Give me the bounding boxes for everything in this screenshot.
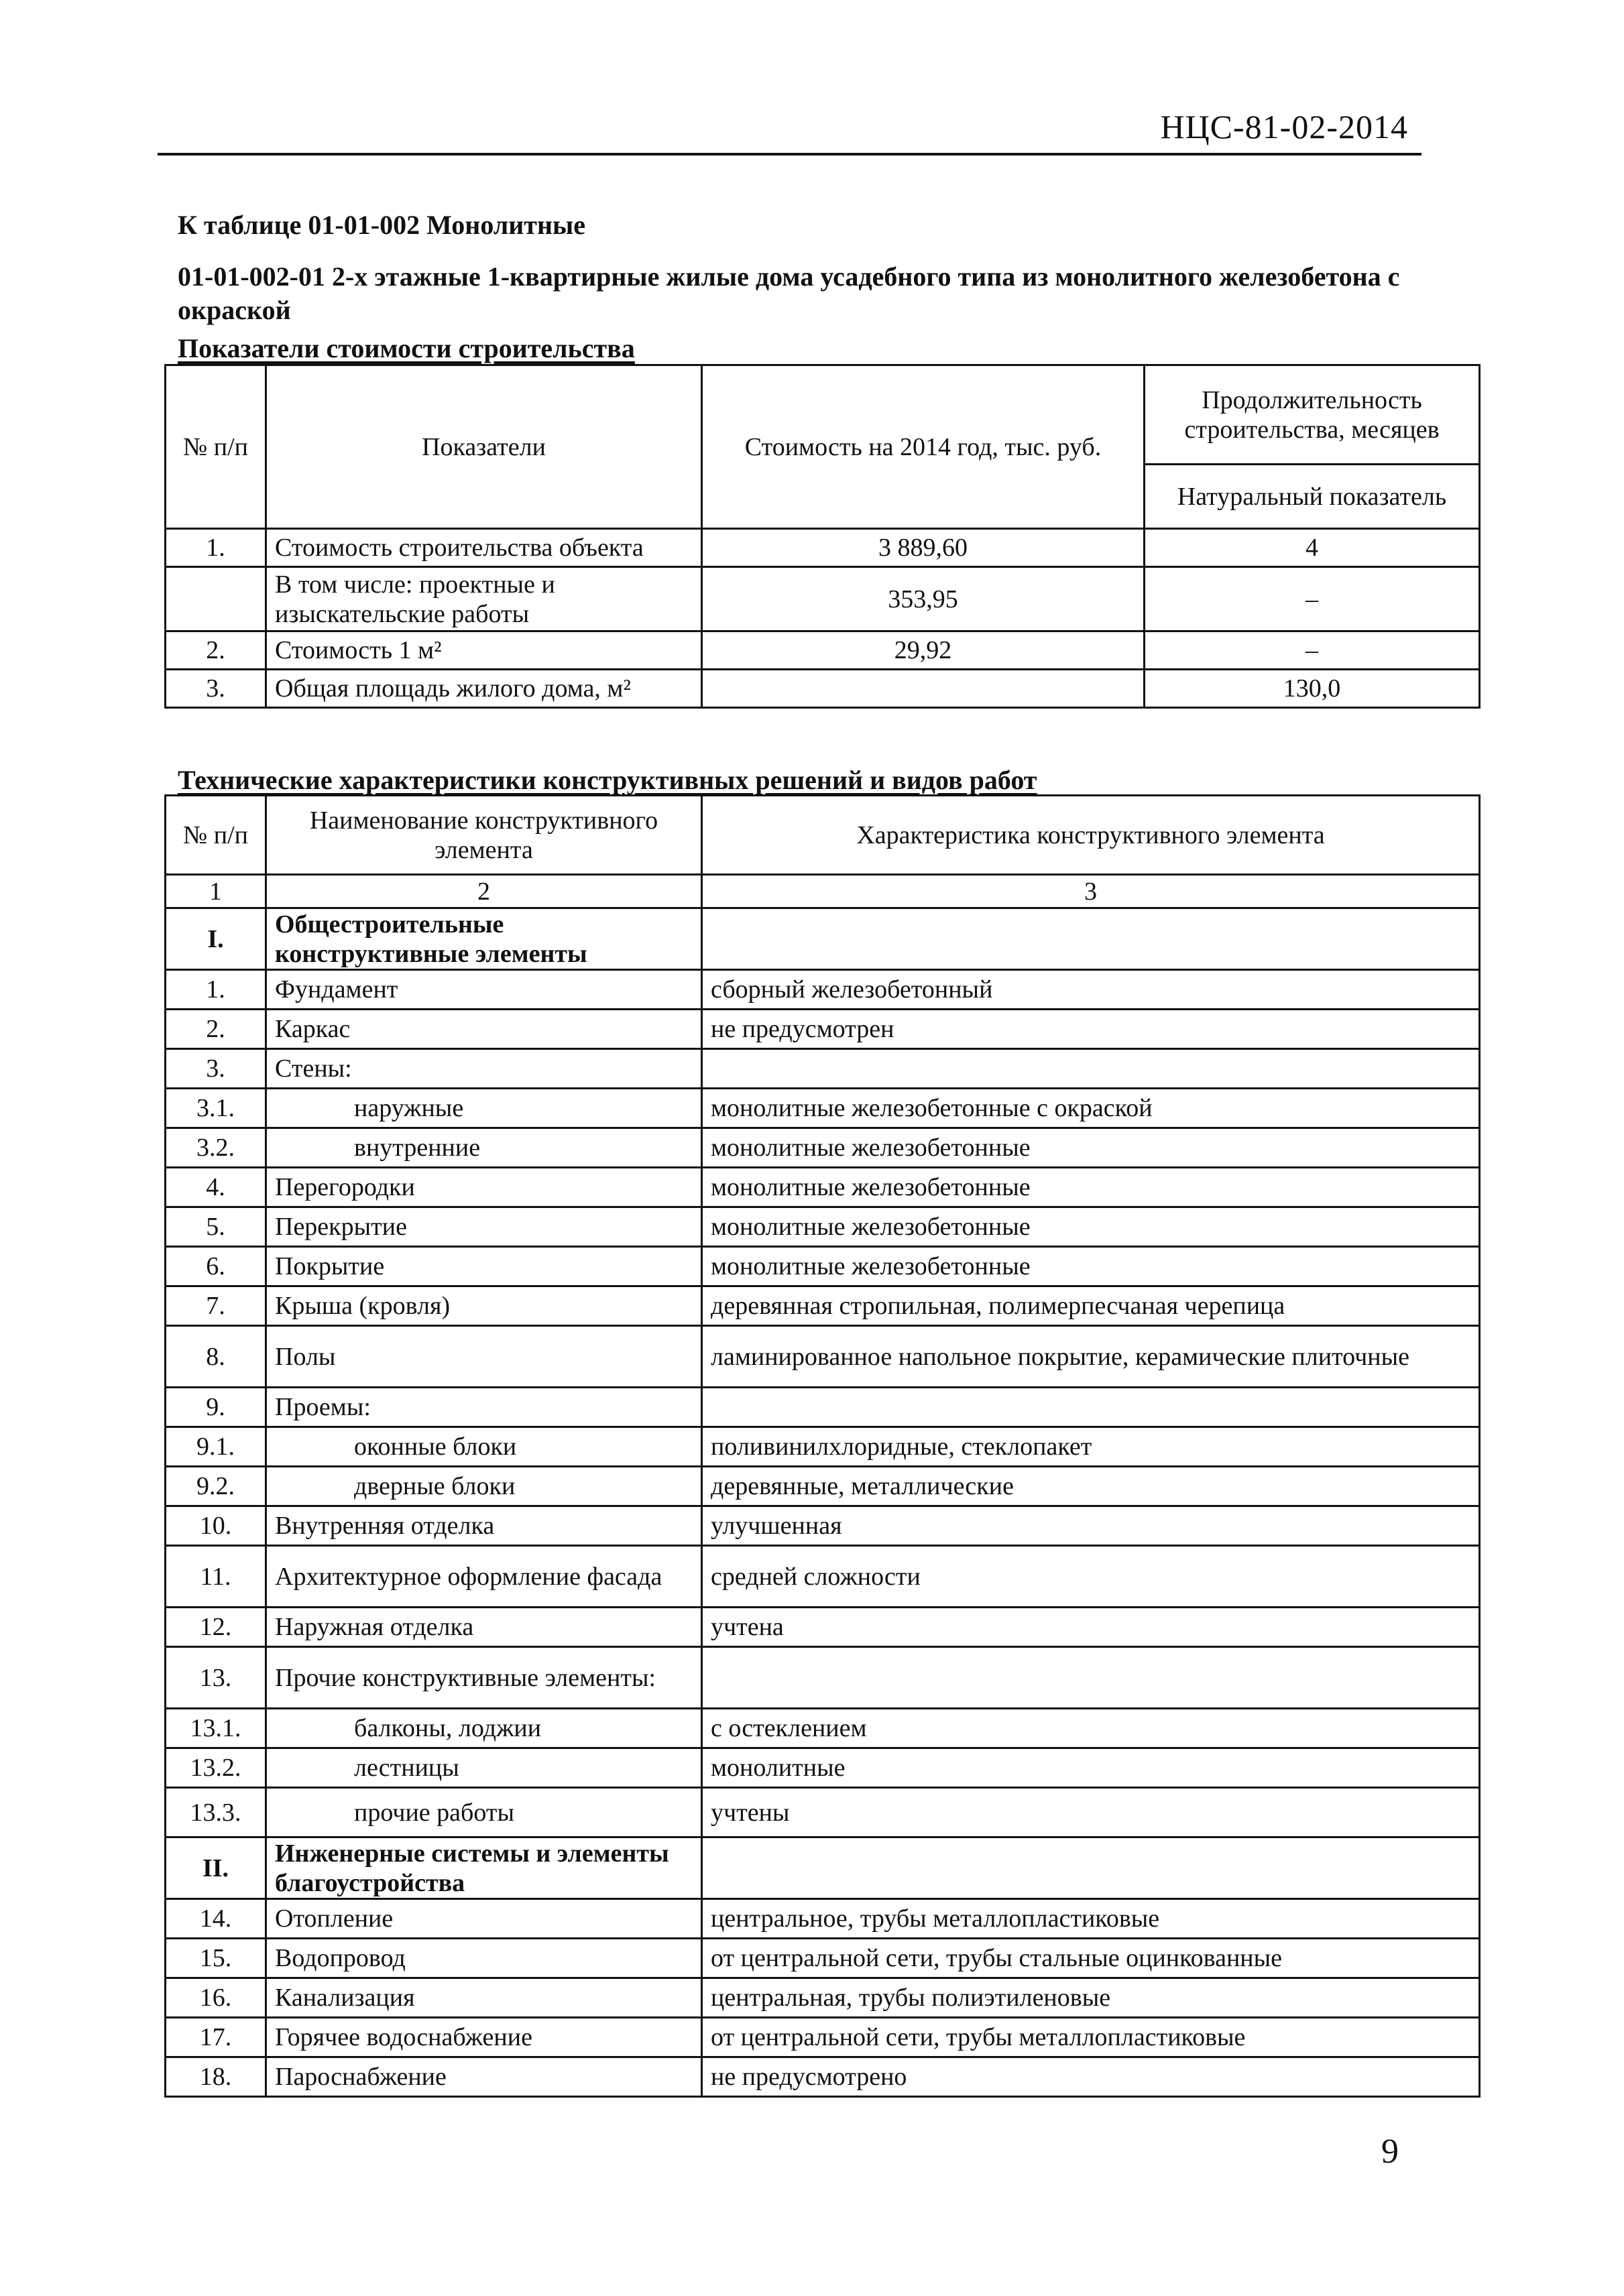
element-characteristic: центральная, трубы полиэтиленовые [702,1978,1480,2018]
element-name: балконы, лоджии [266,1709,702,1748]
table-row [166,1788,1480,1837]
table-row [166,1709,1480,1748]
row-number: 16. [166,1978,266,2018]
indicator-cost: 353,95 [702,567,1145,631]
cost-section-title: Показатели стоимости строительства [178,333,635,363]
tech-col-char-header: Характеристика конструктивного элемента [702,796,1480,875]
element-characteristic: учтены [702,1788,1480,1837]
row-number: 6. [166,1247,266,1286]
element-characteristic: ламинированное напольное покрытие, керамические плиточные [702,1326,1480,1388]
indicator-name: В том числе: проектные и изыскательские работы [266,567,702,631]
table-row [166,1899,1480,1939]
element-name: Внутренняя отделка [266,1506,702,1546]
row-number: 11. [166,1546,266,1608]
page-number: 9 [1381,2132,1399,2171]
element-name: внутренние [266,1128,702,1168]
element-name: Покрытие [266,1247,702,1286]
table-row [166,1326,1480,1388]
table-row [166,1207,1480,1247]
element-name: Перекрытие [266,1207,702,1247]
column-number: 1 [166,875,266,908]
indicator-cost: 29,92 [702,631,1145,670]
row-number: 13.1. [166,1709,266,1748]
cost-col-cost-header: Стоимость на 2014 год, тыс. руб. [702,365,1145,529]
element-characteristic: монолитные железобетонные [702,1168,1480,1207]
element-name: дверные блоки [266,1467,702,1506]
table-row [166,1647,1480,1709]
table-row [166,1467,1480,1506]
element-name: прочие работы [266,1788,702,1837]
column-number: 3 [702,875,1480,908]
element-characteristic [702,1388,1480,1427]
row-number: 9.2. [166,1467,266,1506]
indicator-cost [702,670,1145,708]
table-row [166,529,1480,567]
element-characteristic [702,1837,1480,1899]
table-row [166,1286,1480,1326]
table-row [166,1837,1480,1899]
document-code: НЦС-81-02-2014 [1160,108,1408,145]
cost-col-indicator-header: Показатели [266,365,702,529]
element-name: Горячее водоснабжение [266,2018,702,2057]
indicator-value: – [1145,567,1480,631]
element-characteristic: монолитные железобетонные [702,1247,1480,1286]
table-row [166,1427,1480,1467]
cost-indicators-table [164,364,1481,709]
element-name: лестницы [266,1748,702,1788]
row-number: 12. [166,1608,266,1647]
element-characteristic: средней сложности [702,1546,1480,1608]
element-name: оконные блоки [266,1427,702,1467]
element-name: Прочие конструктивные элементы: [266,1647,702,1709]
element-characteristic: учтена [702,1608,1480,1647]
element-characteristic [702,1049,1480,1089]
row-number: II. [166,1837,266,1899]
row-number [166,567,266,631]
element-name: Общестроительные конструктивные элементы [266,908,702,970]
row-number: 7. [166,1286,266,1326]
row-number: 1. [166,529,266,567]
row-number: I. [166,908,266,970]
element-name: наружные [266,1089,702,1128]
table-row [166,1978,1480,2018]
element-characteristic: монолитные [702,1748,1480,1788]
element-characteristic: монолитные железобетонные с окраской [702,1089,1480,1128]
element-characteristic: монолитные железобетонные [702,1207,1480,1247]
element-characteristic: поливинилхлоридные, стеклопакет [702,1427,1480,1467]
element-name: Пароснабжение [266,2057,702,2097]
element-characteristic: деревянные, металлические [702,1467,1480,1506]
table-row [166,1049,1480,1089]
table-row [166,2018,1480,2057]
table-reference-heading: К таблице 01-01-002 Монолитные [178,210,585,240]
table-row [166,908,1480,970]
row-number: 3. [166,1049,266,1089]
cost-col-no-header: № п/п [166,365,266,529]
element-characteristic: сборный железобетонный [702,970,1480,1010]
row-number: 8. [166,1326,266,1388]
table-row [166,1748,1480,1788]
table-row [166,670,1480,708]
row-number: 9.1. [166,1427,266,1467]
element-characteristic: не предусмотрено [702,2057,1480,2097]
element-name: Водопровод [266,1939,702,1978]
table-row [166,1608,1480,1647]
element-name: Отопление [266,1899,702,1939]
row-number: 3. [166,670,266,708]
indicator-value: 130,0 [1145,670,1480,708]
element-characteristic: от центральной сети, трубы стальные оцинкованные [702,1939,1480,1978]
cost-col-duration-subheader: Натуральный показатель [1145,465,1480,529]
header-rule [158,153,1422,156]
table-row [166,1506,1480,1546]
table-row [166,1939,1480,1978]
row-number: 9. [166,1388,266,1427]
element-characteristic [702,1647,1480,1709]
row-number: 4. [166,1168,266,1207]
row-number: 3.2. [166,1128,266,1168]
indicator-cost: 3 889,60 [702,529,1145,567]
row-number: 13.3. [166,1788,266,1837]
row-number: 2. [166,631,266,670]
table-row [166,1247,1480,1286]
element-name: Каркас [266,1010,702,1049]
row-number: 13.2. [166,1748,266,1788]
element-name: Фундамент [266,970,702,1010]
item-heading: 01-01-002-01 2-х этажные 1-квартирные жилые дома усадебного типа из монолитного железобетона с окраской [178,261,1400,325]
indicator-value: – [1145,631,1480,670]
element-name: Стены: [266,1049,702,1089]
table-row [166,1089,1480,1128]
element-name: Крыша (кровля) [266,1286,702,1326]
tech-col-name-header: Наименование конструктивного элемента [266,796,702,875]
column-number: 2 [266,875,702,908]
row-number: 15. [166,1939,266,1978]
row-number: 2. [166,1010,266,1049]
element-characteristic: центральное, трубы металлопластиковые [702,1899,1480,1939]
indicator-name: Стоимость строительства объекта [266,529,702,567]
element-characteristic: монолитные железобетонные [702,1128,1480,1168]
table-row [166,1546,1480,1608]
table-row [166,1128,1480,1168]
table-row [166,1388,1480,1427]
table-row [166,2057,1480,2097]
element-characteristic: от центральной сети, трубы металлопластиковые [702,2018,1480,2057]
element-characteristic [702,908,1480,970]
element-name: Инженерные системы и элементы благоустройства [266,1837,702,1899]
row-number: 10. [166,1506,266,1546]
row-number: 18. [166,2057,266,2097]
element-characteristic: с остеклением [702,1709,1480,1748]
table-row [166,567,1480,631]
element-characteristic: не предусмотрен [702,1010,1480,1049]
tech-section-title: Технические характеристики конструктивных решений и видов работ [178,765,1037,795]
element-name: Проемы: [266,1388,702,1427]
element-name: Архитектурное оформление фасада [266,1546,702,1608]
indicator-name: Стоимость 1 м² [266,631,702,670]
cost-col-duration-header: Продолжительность строительства, месяцев [1145,365,1480,465]
row-number: 17. [166,2018,266,2057]
element-characteristic: деревянная стропильная, полимерпесчаная черепица [702,1286,1480,1326]
technical-characteristics-table [164,794,1481,2098]
element-characteristic: улучшенная [702,1506,1480,1546]
element-name: Полы [266,1326,702,1388]
table-row [166,631,1480,670]
table-row [166,1168,1480,1207]
table-row [166,1010,1480,1049]
row-number: 13. [166,1647,266,1709]
indicator-value: 4 [1145,529,1480,567]
row-number: 5. [166,1207,266,1247]
element-name: Канализация [266,1978,702,2018]
row-number: 3.1. [166,1089,266,1128]
element-name: Наружная отделка [266,1608,702,1647]
row-number: 1. [166,970,266,1010]
element-name: Перегородки [266,1168,702,1207]
indicator-name: Общая площадь жилого дома, м² [266,670,702,708]
tech-col-no-header: № п/п [166,796,266,875]
table-row [166,970,1480,1010]
row-number: 14. [166,1899,266,1939]
